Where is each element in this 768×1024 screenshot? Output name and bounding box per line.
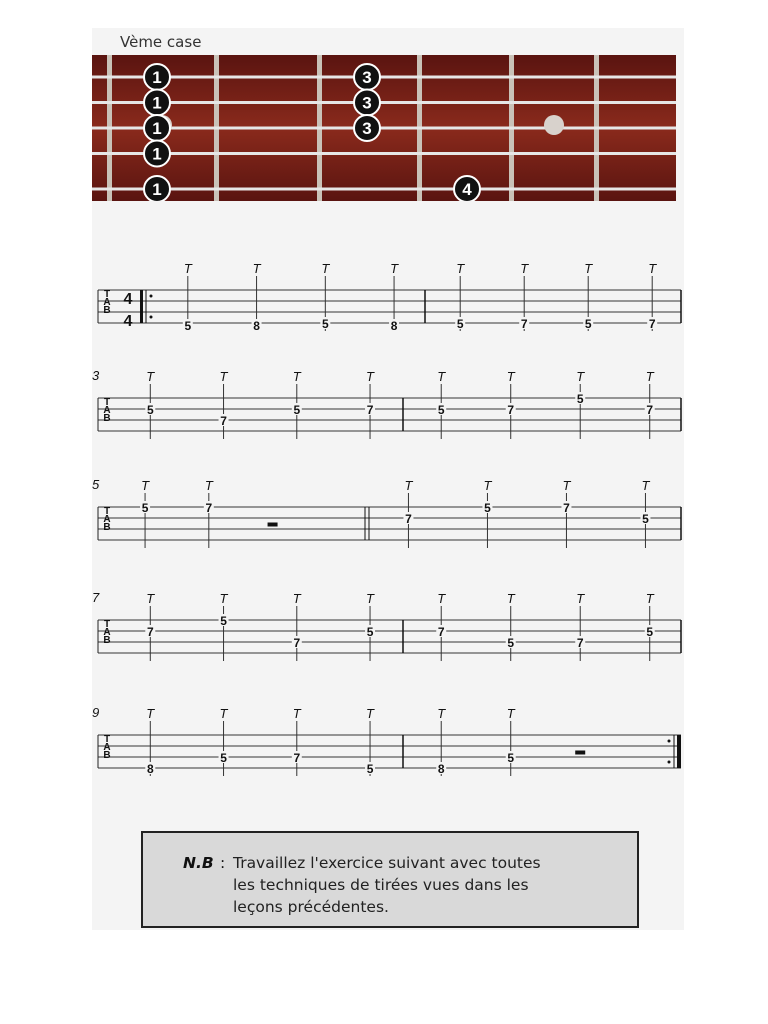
fret-number: 7 xyxy=(293,751,301,765)
technique-mark: T xyxy=(146,706,155,721)
fret-number: 7 xyxy=(220,414,227,428)
fret-number: 5 xyxy=(646,625,654,639)
measure-number: 9 xyxy=(92,705,100,720)
finger-number: 3 xyxy=(362,93,372,113)
technique-mark: T xyxy=(292,706,301,721)
finger-number: 1 xyxy=(152,93,162,113)
repeat-dot-top xyxy=(150,295,153,298)
tab-system-3 xyxy=(92,477,681,548)
fret-number: 7 xyxy=(576,636,584,650)
note-colon: : xyxy=(220,854,226,872)
tab-clef-letter: B xyxy=(103,413,111,424)
technique-mark: T xyxy=(648,261,657,276)
finger-number: 1 xyxy=(152,180,162,199)
fret-number: 8 xyxy=(390,319,398,333)
measure-number: 5 xyxy=(92,477,100,492)
technique-mark: T xyxy=(146,369,155,384)
measure-number: 7 xyxy=(92,590,100,605)
fret-number: 5 xyxy=(456,317,464,331)
tab-clef-letter: A xyxy=(103,297,111,308)
fret-number: 5 xyxy=(366,625,374,639)
technique-mark: T xyxy=(366,369,375,384)
technique-mark: T xyxy=(456,261,465,276)
tab-clef-letter: B xyxy=(103,635,111,646)
technique-mark: T xyxy=(506,369,515,384)
tab-system-5 xyxy=(92,705,681,776)
tab-clef-letter: T xyxy=(103,289,111,300)
technique-mark: T xyxy=(576,369,585,384)
technique-mark: T xyxy=(576,591,585,606)
fret-number: 5 xyxy=(220,614,227,628)
technique-mark: T xyxy=(252,261,261,276)
fret-number: 5 xyxy=(507,751,515,765)
fret-number: 5 xyxy=(584,317,592,331)
note-label: N.B xyxy=(183,854,214,872)
technique-mark: T xyxy=(562,478,571,493)
tab-clef-letter: B xyxy=(103,522,111,533)
note-line-1: Travaillez l'exercice suivant avec toutes xyxy=(233,854,541,872)
fret-number: 7 xyxy=(648,317,656,331)
tab-clef-letter: T xyxy=(103,506,111,517)
finger-number: 3 xyxy=(362,119,372,138)
finger-number: 4 xyxy=(462,180,472,199)
fret-number: 7 xyxy=(563,501,570,515)
tab-system-2 xyxy=(92,368,681,439)
technique-mark: T xyxy=(219,369,228,384)
fret-number: 7 xyxy=(146,625,154,639)
technique-mark: T xyxy=(437,591,446,606)
finger-number: 1 xyxy=(152,68,162,87)
fret-number: 5 xyxy=(220,751,227,765)
finger-number: 1 xyxy=(152,144,162,164)
tab-clef-letter: B xyxy=(103,305,111,316)
fret-number: 5 xyxy=(484,501,491,515)
fret-number: 5 xyxy=(184,319,192,333)
fret-number: 8 xyxy=(253,319,260,333)
technique-mark: T xyxy=(366,591,375,606)
note-box xyxy=(141,831,639,928)
technique-mark: T xyxy=(506,706,515,721)
finger-number: 3 xyxy=(362,68,372,87)
tab-clef-letter: T xyxy=(103,734,111,745)
repeat-end-thick xyxy=(677,735,681,768)
finger-number: 1 xyxy=(152,119,162,138)
fret-number: 5 xyxy=(507,636,515,650)
fret-number: 7 xyxy=(520,317,528,331)
tab-clef-letter: A xyxy=(103,742,111,753)
tab-clef-letter: T xyxy=(103,397,111,408)
fret-number: 7 xyxy=(366,403,374,417)
technique-mark: T xyxy=(219,706,228,721)
fretboard-title: Vème case xyxy=(120,33,202,51)
note-line-3: leçons précédentes. xyxy=(233,898,389,916)
tab-system-4 xyxy=(92,590,681,661)
fret-number: 5 xyxy=(293,403,301,417)
half-rest xyxy=(268,523,278,527)
technique-mark: T xyxy=(645,591,654,606)
technique-mark: T xyxy=(584,261,593,276)
tab-clef-letter: A xyxy=(103,405,111,416)
time-sig-bottom: 4 xyxy=(123,313,133,330)
measure-number: 3 xyxy=(92,368,100,383)
technique-mark: T xyxy=(141,478,150,493)
tab-clef-letter: T xyxy=(103,619,111,630)
repeat-end-dot-top xyxy=(668,740,671,743)
repeat-start-thick xyxy=(140,290,143,323)
technique-mark: T xyxy=(204,478,213,493)
repeat-dot-bottom xyxy=(150,316,153,319)
technique-mark: T xyxy=(321,261,330,276)
fret-number: 7 xyxy=(507,403,515,417)
fret-number: 5 xyxy=(366,762,374,776)
technique-mark: T xyxy=(390,261,399,276)
tab-clef-letter: A xyxy=(103,514,111,525)
tab-clef-letter: A xyxy=(103,627,111,638)
time-sig-top: 4 xyxy=(123,291,133,308)
technique-mark: T xyxy=(483,478,492,493)
technique-mark: T xyxy=(641,478,650,493)
fret-number: 5 xyxy=(576,392,584,406)
repeat-end-dot-bottom xyxy=(668,761,671,764)
technique-mark: T xyxy=(146,591,155,606)
fret-number: 5 xyxy=(141,501,149,515)
half-rest xyxy=(575,751,585,755)
fret-number: 7 xyxy=(437,625,445,639)
technique-mark: T xyxy=(437,369,446,384)
fret-number: 5 xyxy=(146,403,154,417)
fret-number: 5 xyxy=(642,512,649,526)
fret-number: 5 xyxy=(321,317,329,331)
technique-mark: T xyxy=(219,591,228,606)
technique-mark: T xyxy=(404,478,413,493)
technique-mark: T xyxy=(183,261,192,276)
fret-number: 5 xyxy=(437,403,445,417)
fret-number: 8 xyxy=(437,762,445,776)
technique-mark: T xyxy=(292,369,301,384)
technique-mark: T xyxy=(292,591,301,606)
technique-mark: T xyxy=(437,706,446,721)
technique-mark: T xyxy=(645,369,654,384)
tab-clef-letter: B xyxy=(103,750,111,761)
fret-number: 8 xyxy=(146,762,154,776)
fret-number: 7 xyxy=(646,403,654,417)
fret-number: 7 xyxy=(405,512,412,526)
tab-system-1 xyxy=(98,261,681,333)
note-line-2: les techniques de tirées vues dans les xyxy=(233,876,529,894)
technique-mark: T xyxy=(366,706,375,721)
fret-number: 7 xyxy=(205,501,213,515)
technique-mark: T xyxy=(506,591,515,606)
fret-number: 7 xyxy=(293,636,301,650)
technique-mark: T xyxy=(520,261,529,276)
